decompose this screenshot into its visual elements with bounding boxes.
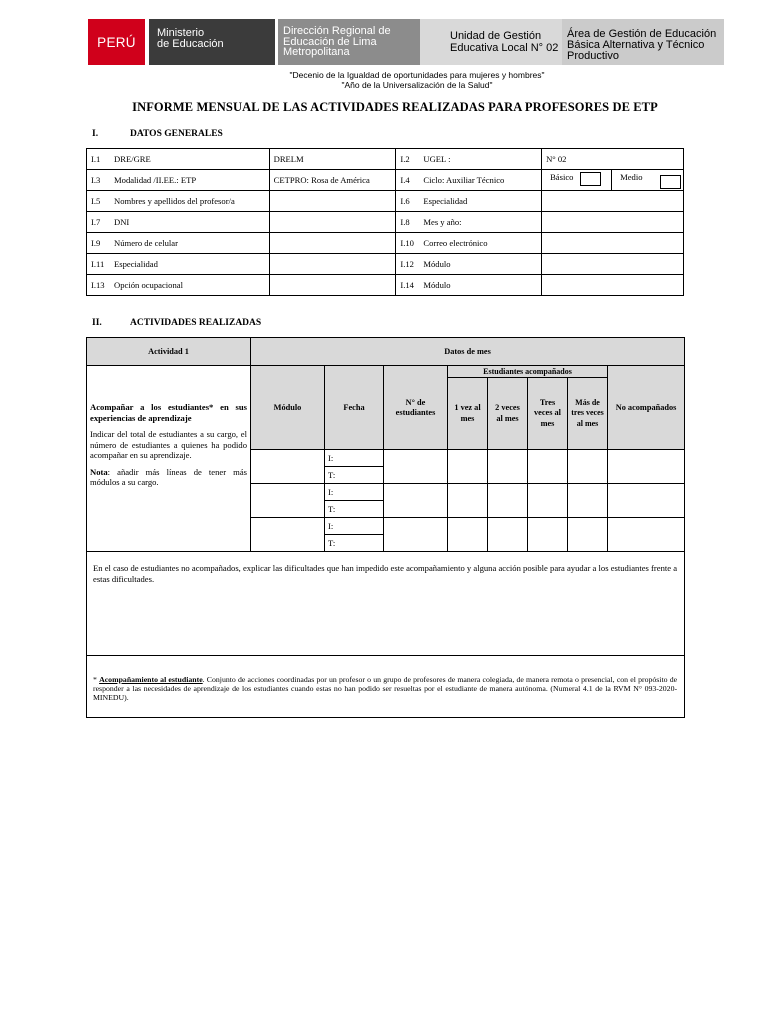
modulo-cell[interactable] bbox=[251, 484, 325, 518]
col-2-veces-header: 2 veces al mes bbox=[488, 378, 528, 450]
area-line-1: Área de Gestión de Educación bbox=[567, 28, 717, 40]
num-estudiantes-cell[interactable] bbox=[384, 518, 448, 552]
area-logo bbox=[562, 19, 724, 65]
fecha-inicio-cell[interactable]: I: bbox=[325, 450, 384, 467]
estudiantes-acompanados-header: Estudiantes acompañados bbox=[448, 366, 608, 378]
count-cell[interactable] bbox=[568, 450, 608, 484]
fecha-inicio-cell[interactable]: I: bbox=[325, 518, 384, 535]
field-input[interactable] bbox=[269, 233, 396, 254]
explanation-cell[interactable]: En el caso de estudiantes no acompañados, explicar las dificultades que han impedido este acompañamiento y alguna acción posible para ayudar a los estudiantes frente a estas dificultades. bbox=[87, 552, 685, 656]
count-cell[interactable] bbox=[528, 484, 568, 518]
no-acompanados-cell[interactable] bbox=[608, 484, 685, 518]
ugel-logo bbox=[420, 19, 562, 65]
basico-checkbox[interactable] bbox=[580, 172, 601, 186]
field-label: I.6 Especialidad bbox=[396, 191, 542, 212]
field-value: N° 02 bbox=[542, 149, 684, 170]
count-cell[interactable] bbox=[488, 484, 528, 518]
section-1-label: DATOS GENERALES bbox=[130, 129, 223, 139]
fecha-inicio-cell[interactable]: I: bbox=[325, 484, 384, 501]
field-label: I.13 Opción ocupacional bbox=[87, 275, 270, 296]
fecha-termino-cell[interactable]: T: bbox=[325, 501, 384, 518]
section-2-label: ACTIVIDADES REALIZADAS bbox=[130, 318, 262, 328]
field-input[interactable] bbox=[269, 191, 396, 212]
table-row bbox=[87, 254, 684, 275]
field-input[interactable] bbox=[542, 275, 684, 296]
num-estudiantes-cell[interactable] bbox=[384, 450, 448, 484]
field-label: I.2 UGEL : bbox=[396, 149, 542, 170]
count-cell[interactable] bbox=[568, 484, 608, 518]
footnote-term: Acompañamiento al estudiante bbox=[99, 675, 203, 684]
col-mas-tres-header: Más de tres veces al mes bbox=[568, 378, 608, 450]
count-cell[interactable] bbox=[528, 450, 568, 484]
fecha-termino-cell[interactable]: T: bbox=[325, 535, 384, 552]
field-label: I.12 Módulo bbox=[396, 254, 542, 275]
section-1-number: I. bbox=[92, 129, 99, 139]
datos-mes-header: Datos de mes bbox=[251, 338, 685, 366]
count-cell[interactable] bbox=[448, 450, 488, 484]
decenio-line-2: "Año de la Universalización de la Salud" bbox=[341, 79, 493, 90]
fecha-termino-cell[interactable]: T: bbox=[325, 467, 384, 484]
field-value: DRELM bbox=[269, 149, 396, 170]
table-row bbox=[87, 275, 684, 296]
table-row bbox=[87, 656, 685, 718]
dre-line-3: Metropolitana bbox=[283, 46, 350, 58]
activities-table bbox=[86, 337, 685, 718]
dre-line-2: Educación de Lima bbox=[283, 35, 377, 48]
decenio-line-1: "Decenio de la Igualdad de oportunidades para mujeres y hombres" bbox=[289, 70, 545, 80]
field-label: I.4 Ciclo: Auxiliar Técnico bbox=[396, 170, 542, 191]
modulo-cell[interactable] bbox=[251, 518, 325, 552]
field-label: I.5 Nombres y apellidos del profesor/a bbox=[87, 191, 270, 212]
count-cell[interactable] bbox=[488, 518, 528, 552]
section-2-number: II. bbox=[92, 318, 102, 328]
col-tres-veces-header: Tres veces al mes bbox=[528, 378, 568, 450]
actividad-header: Actividad 1 bbox=[87, 338, 251, 366]
footnote-text: . Conjunto de acciones coordinadas por un profesor o un grupo de profesores de manera colegiada, de manera remota o presencial, con el propósito de responder a las necesidades de aprendizaje de los estudiantes cuando estas no han podido ser resueltas por el estudiante de manera autónoma. (Numeral 4.1 de la RVM N° 093-2020-MINEDU). bbox=[93, 675, 678, 703]
medio-label: Medio bbox=[620, 172, 643, 182]
peru-logo bbox=[88, 19, 145, 65]
count-cell[interactable] bbox=[568, 518, 608, 552]
ugel-line-1: Unidad de Gestión bbox=[450, 30, 542, 42]
field-input[interactable] bbox=[269, 254, 396, 275]
table-row bbox=[87, 191, 684, 212]
field-label: I.9 Número de celular bbox=[87, 233, 270, 254]
count-cell[interactable] bbox=[528, 518, 568, 552]
col-no-acompanados-header: No acompañados bbox=[608, 366, 685, 450]
dre-logo bbox=[278, 19, 420, 65]
table-row bbox=[87, 149, 684, 170]
table-row bbox=[87, 552, 685, 656]
area-line-2: Básica Alternativa y Técnico bbox=[567, 39, 705, 51]
dre-line-1: Dirección Regional de bbox=[283, 25, 391, 37]
ugel-line-2: Educativa Local N° 02 bbox=[450, 41, 559, 54]
activity-description-title: Acompañar a los estudiantes* en sus experiencias de aprendizaje bbox=[90, 402, 247, 423]
field-input[interactable] bbox=[542, 233, 684, 254]
field-label: I.1 DRE/GRE bbox=[87, 149, 270, 170]
field-label: I.3 Modalidad /II.EE.: ETP bbox=[87, 170, 270, 191]
field-input[interactable] bbox=[269, 212, 396, 233]
activity-description-body: Indicar del total de estudiantes a su cargo, el número de estudiantes a quienes ha podido acompañar en su aprendizaje. bbox=[90, 429, 247, 460]
decenio-text bbox=[0, 71, 768, 90]
modulo-cell[interactable] bbox=[251, 450, 325, 484]
ministerio-line-1: Ministerio bbox=[157, 27, 205, 39]
basico-label: Básico bbox=[550, 172, 574, 182]
field-label: I.8 Mes y año: bbox=[396, 212, 542, 233]
table-row bbox=[87, 338, 685, 366]
document-title: INFORME MENSUAL DE LAS ACTIVIDADES REALIZADAS PARA PROFESORES DE ETP bbox=[132, 100, 658, 114]
field-label: I.14 Módulo bbox=[396, 275, 542, 296]
field-input[interactable] bbox=[542, 254, 684, 275]
field-value: CETPRO: Rosa de América bbox=[269, 170, 396, 191]
col-modulo-header: Módulo bbox=[251, 366, 325, 450]
field-input[interactable] bbox=[269, 275, 396, 296]
table-row bbox=[87, 212, 684, 233]
peru-logo-text: PERÚ bbox=[97, 34, 136, 50]
no-acompanados-cell[interactable] bbox=[608, 518, 685, 552]
table-row bbox=[87, 170, 684, 191]
count-cell[interactable] bbox=[448, 518, 488, 552]
activity-note: Nota: añadir más líneas de tener más módulos a su cargo. bbox=[90, 466, 247, 487]
ministerio-logo bbox=[149, 19, 275, 65]
col-fecha-header: Fecha bbox=[325, 366, 384, 450]
area-line-3: Productivo bbox=[567, 50, 619, 62]
ministerio-line-2: de Educación bbox=[157, 38, 224, 50]
count-cell[interactable] bbox=[488, 450, 528, 484]
table-row bbox=[87, 366, 685, 378]
col-num-estudiantes-header: N° de estudiantes bbox=[384, 366, 448, 450]
table-row bbox=[87, 233, 684, 254]
ciclo-options bbox=[542, 170, 684, 191]
footnote-cell: * Acompañamiento al estudiante. Conjunto de acciones coordinadas por un profesor o un grupo de profesores de manera colegiada, de manera remota o presencial, con el propósito de responder a las necesidades de aprendizaje de los estudiantes cuando estas no han podido ser resueltas por el estudiante de manera autónoma. (Numeral 4.1 de la RVM N° 093-2020-MINEDU). bbox=[87, 656, 685, 718]
field-input[interactable] bbox=[542, 212, 684, 233]
field-label: I.11 Especialidad bbox=[87, 254, 270, 275]
field-label: I.10 Correo electrónico bbox=[396, 233, 542, 254]
no-acompanados-cell[interactable] bbox=[608, 450, 685, 484]
field-label: I.7 DNI bbox=[87, 212, 270, 233]
medio-checkbox[interactable] bbox=[660, 175, 681, 189]
col-1-vez-header: 1 vez al mes bbox=[448, 378, 488, 450]
num-estudiantes-cell[interactable] bbox=[384, 484, 448, 518]
field-input[interactable] bbox=[542, 191, 684, 212]
activity-description bbox=[87, 366, 251, 552]
general-data-table bbox=[86, 148, 684, 296]
count-cell[interactable] bbox=[448, 484, 488, 518]
